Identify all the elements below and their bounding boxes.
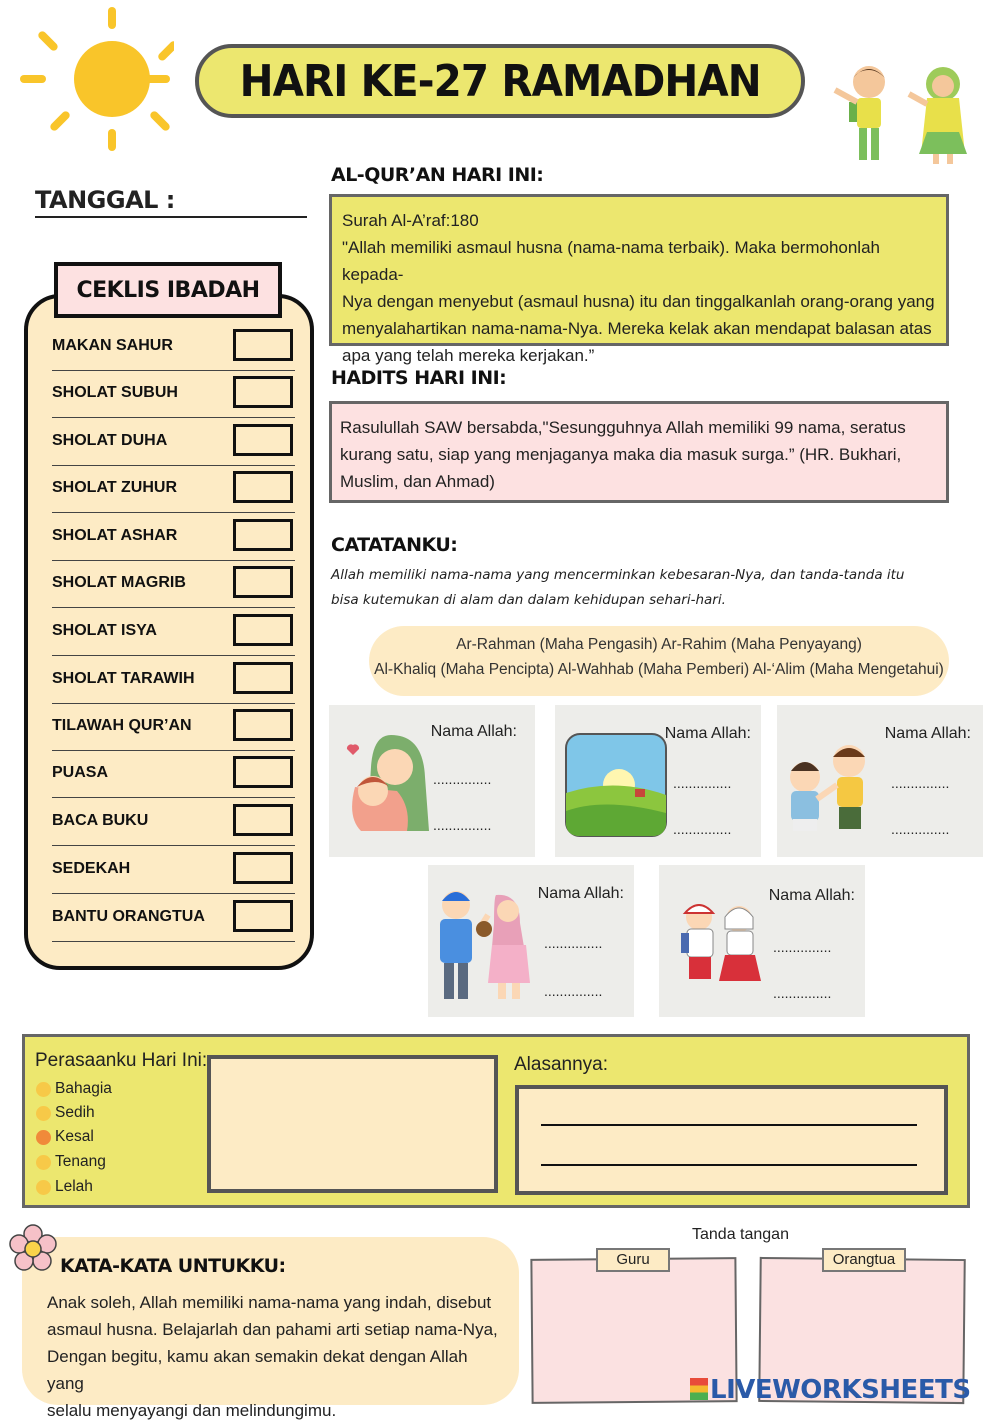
card-dots: ............... (673, 821, 732, 837)
ceklis-row (52, 703, 295, 751)
ceklis-checkbox[interactable] (233, 424, 293, 456)
ceklis-checkbox[interactable] (233, 662, 293, 694)
ceklis-row (52, 513, 295, 561)
liveworksheets-logo (690, 1375, 971, 1405)
ceklis-label: SHOLAT TARAWIH (52, 670, 195, 687)
ceklis-label: TILAWAH QUR’AN (52, 717, 192, 734)
ceklis-label: BACA BUKU (52, 812, 149, 829)
ceklis-label: SHOLAT ASHAR (52, 527, 178, 544)
ceklis-label: MAKAN SAHUR (52, 337, 173, 354)
ceklis-row (52, 418, 295, 466)
ceklis-checkbox[interactable] (233, 756, 293, 788)
name-card-4 (428, 865, 634, 1017)
title-banner (195, 44, 805, 118)
sun-icon (18, 5, 174, 155)
card-dots: ............... (433, 817, 492, 833)
students-walking-illustration (673, 899, 769, 995)
name-card-5 (659, 865, 865, 1017)
mood-item (36, 1080, 112, 1098)
ceklis-label: BANTU ORANGTUA (52, 908, 205, 925)
tired-emoji-icon (36, 1180, 51, 1195)
card-caption: Nama Allah: (884, 725, 971, 742)
quran-box (329, 194, 949, 365)
mood-label: Sedih (55, 1104, 95, 1121)
hadits-box (329, 401, 949, 503)
angry-emoji-icon (36, 1130, 51, 1145)
card-dots: ............... (773, 985, 832, 1001)
mood-item (36, 1128, 94, 1146)
ceklis-checkbox[interactable] (233, 566, 293, 598)
ceklis-row (52, 846, 295, 894)
alasan-title: Alasannya: (514, 1054, 609, 1075)
card-dots: ............... (544, 935, 603, 951)
ceklis-row (52, 894, 295, 942)
name-card-1 (329, 705, 535, 857)
kata-line: Anak soleh, Allah memiliki nama-nama yang indah, disebut (47, 1293, 492, 1312)
page-title: HARI KE-27 RAMADHAN (239, 55, 761, 107)
card-dots: ............... (773, 939, 832, 955)
perasaan-answer-box[interactable] (207, 1055, 498, 1193)
names-line: Ar-Rahman (Maha Pengasih) Ar-Rahim (Maha Penyayang) (456, 636, 862, 653)
quran-heading: AL-QUR’AN HARI INI: (331, 164, 544, 186)
mood-label: Lelah (55, 1178, 93, 1195)
helping-friend-illustration (781, 739, 885, 835)
name-card-2 (555, 705, 761, 857)
card-dots: ............... (891, 821, 950, 837)
ceklis-row (52, 560, 295, 608)
hadits-heading: HADITS HARI INI: (331, 367, 507, 389)
ceklis-row (52, 656, 295, 704)
ceklis-checkbox[interactable] (233, 471, 293, 503)
mood-label: Kesal (55, 1128, 94, 1145)
orangtua-tag: Orangtua (822, 1248, 906, 1272)
card-dots: ............... (673, 775, 732, 791)
ceklis-label: PUASA (52, 764, 109, 781)
quran-line: apa yang telah mereka kerjakan.” (342, 346, 595, 365)
catatan-line: Allah memiliki nama-nama yang mencerminkan kebesaran-Nya, dan tanda-tanda itu (331, 567, 905, 583)
quran-surah: Surah Al-A’raf:180 (342, 211, 479, 230)
card-answer-input[interactable] (773, 937, 839, 961)
mood-item (36, 1104, 95, 1122)
alasan-line (541, 1164, 917, 1166)
ceklis-heading (54, 262, 282, 318)
card-answer-input[interactable] (891, 773, 957, 797)
name-card-3 (777, 705, 983, 857)
card-answer-input[interactable] (673, 773, 739, 797)
ceklis-checkbox[interactable] (233, 900, 293, 932)
ceklis-row (52, 465, 295, 513)
hadits-line: Rasulullah SAW bersabda,"Sesungguhnya Allah memiliki 99 nama, seratus (340, 418, 906, 437)
ceklis-label: SHOLAT DUHA (52, 432, 168, 449)
ceklis-checkbox[interactable] (233, 519, 293, 551)
mood-item (36, 1153, 106, 1171)
guru-tag: Guru (596, 1248, 670, 1272)
card-caption: Nama Allah: (664, 725, 751, 742)
happy-emoji-icon (36, 1082, 51, 1097)
ceklis-label: SHOLAT ISYA (52, 622, 157, 639)
landscape-sunrise-illustration (565, 733, 667, 837)
ceklis-label: SHOLAT SUBUH (52, 384, 178, 401)
ceklis-checkbox[interactable] (233, 376, 293, 408)
tanggal-input[interactable] (150, 186, 309, 216)
ceklis-checkbox[interactable] (233, 614, 293, 646)
kata-text (47, 1289, 507, 1424)
ceklis-label: SHOLAT MAGRIB (52, 574, 186, 591)
kata-line: Dengan begitu, kamu akan semakin dekat dengan Allah yang (47, 1347, 468, 1393)
kata-heading: KATA-KATA UNTUKKU: (60, 1255, 286, 1277)
asmaul-husna-pill (369, 626, 949, 696)
quran-line: "Allah memiliki asmaul husna (nama-nama terbaik). Maka bermohonlah kepada- (342, 238, 880, 284)
signature-title: Tanda tangan (692, 1226, 789, 1243)
ceklis-label: SHOLAT ZUHUR (52, 479, 178, 496)
ceklis-label: SEDEKAH (52, 860, 131, 877)
ceklis-checkbox[interactable] (233, 329, 293, 361)
card-caption: Nama Allah: (430, 723, 517, 740)
tanggal-line (35, 216, 307, 218)
ceklis-checkbox[interactable] (233, 852, 293, 884)
mood-label: Bahagia (55, 1080, 112, 1097)
kata-line: selalu menyayangi dan melindungimu. (47, 1401, 337, 1420)
ceklis-row (52, 370, 295, 418)
card-caption: Nama Allah: (537, 885, 624, 902)
flower-icon (8, 1224, 58, 1274)
ceklis-row (52, 798, 295, 846)
catatan-heading: CATATANKU: (331, 534, 458, 556)
alasan-line (541, 1124, 917, 1126)
mood-label: Tenang (55, 1153, 106, 1170)
giving-gift-illustration (432, 887, 536, 1005)
ceklis-row (52, 323, 295, 371)
card-dots: ............... (891, 775, 950, 791)
mood-item (36, 1178, 93, 1196)
mother-hug-illustration (337, 727, 437, 837)
card-answer-input[interactable] (433, 769, 499, 793)
ceklis-checkbox[interactable] (233, 804, 293, 836)
catatan-line: bisa kutemukan di alam dan dalam kehidupan sehari-hari. (331, 592, 726, 608)
ceklis-row (52, 608, 295, 656)
ceklis-checkbox[interactable] (233, 709, 293, 741)
hadits-line: Muslim, dan Ahmad) (340, 472, 495, 491)
kata-line: asmaul husna. Belajarlah dan pahami arti setiap nama-Nya, (47, 1320, 498, 1339)
brand-text: LIVEWORKSHEETS (710, 1375, 971, 1405)
names-line: Al-Khaliq (Maha Pencipta) Al-Wahhab (Maha Pemberi) Al-‘Alim (Maha Mengetahui) (374, 661, 944, 678)
sad-emoji-icon (36, 1106, 51, 1121)
card-dots: ............... (544, 983, 603, 999)
ceklis-heading-text: CEKLIS IBADAH (76, 277, 260, 303)
kids-waving-illustration (825, 62, 975, 170)
catatan-text (331, 563, 951, 613)
ceklis-row (52, 750, 295, 798)
alasan-answer-box[interactable] (515, 1085, 948, 1195)
tanggal-label: TANGGAL : (35, 186, 175, 214)
calm-emoji-icon (36, 1155, 51, 1170)
card-dots: ............... (433, 771, 492, 787)
quran-line: Nya dengan menyebut (asmaul husna) itu dan tinggalkanlah orang-orang yang (342, 292, 935, 311)
hadits-line: kurang satu, siap yang menjaganya maka dia masuk surga.” (HR. Bukhari, (340, 445, 902, 464)
perasaan-title: Perasaanku Hari Ini: (35, 1050, 208, 1071)
card-answer-input[interactable] (544, 933, 610, 957)
quran-line: menyalahartikan nama-nama-Nya. Mereka kelak akan mendapat balasan atas (342, 319, 932, 338)
card-caption: Nama Allah: (768, 887, 855, 904)
